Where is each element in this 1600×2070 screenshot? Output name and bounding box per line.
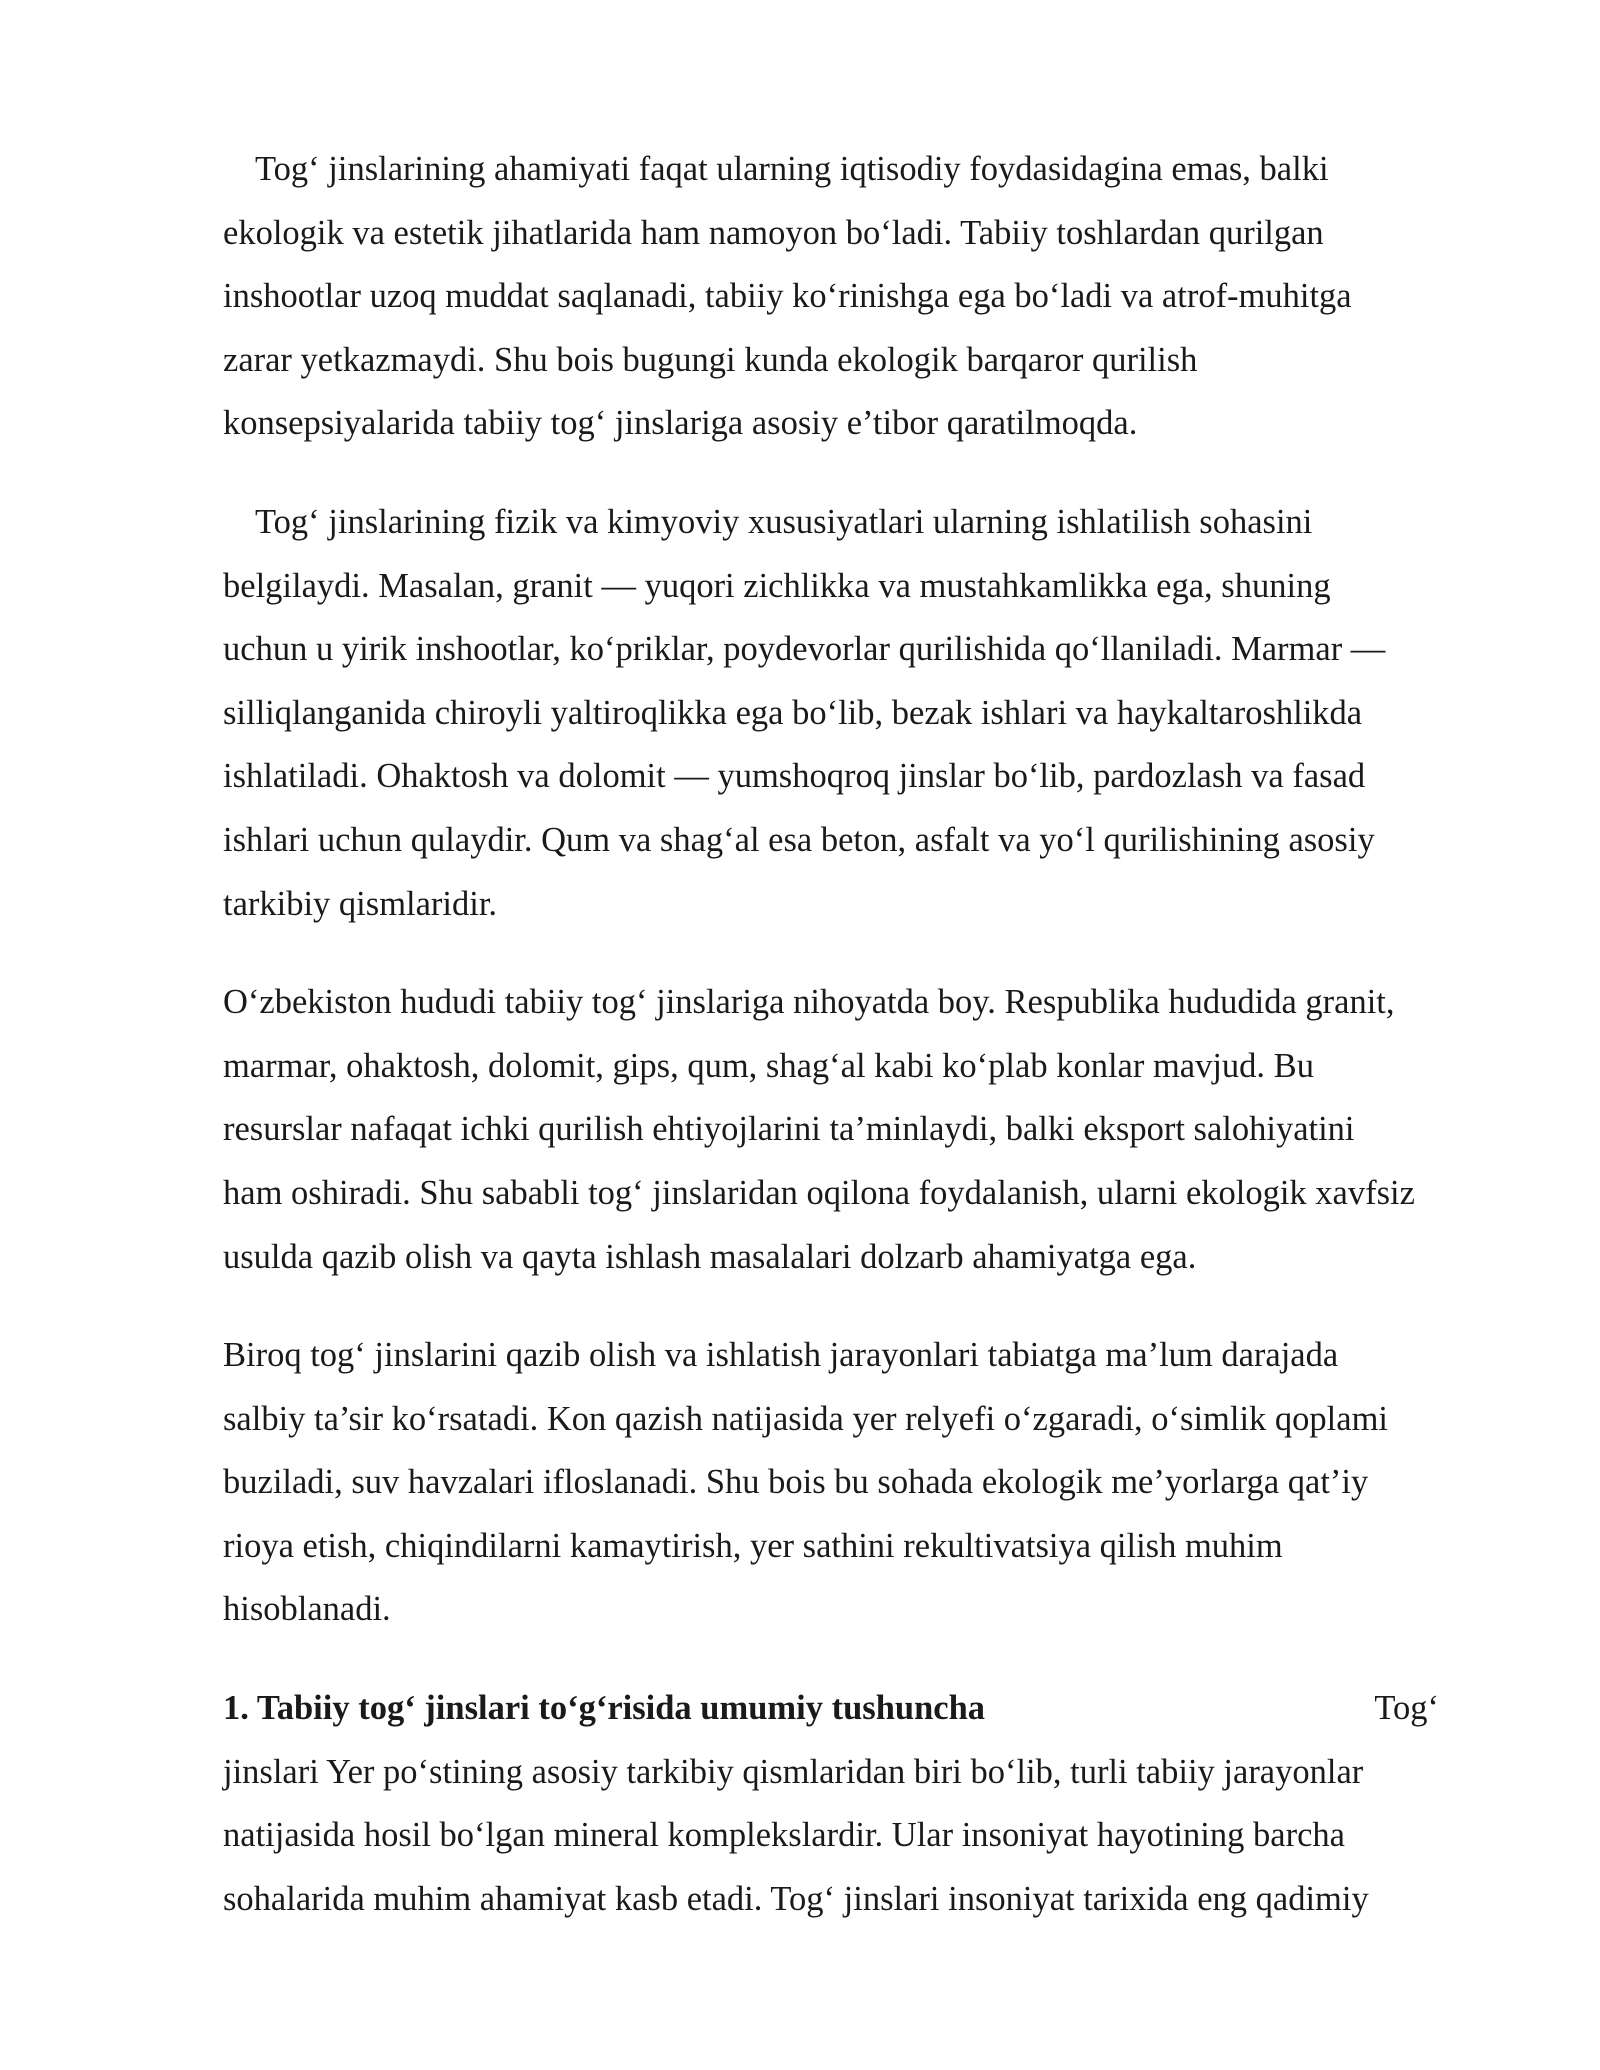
- paragraph-line: zarar yetkazmaydi. Shu bois bugungi kunda ekologik barqaror qurilish: [223, 340, 1198, 379]
- paragraph-line: buziladi, suv havzalari ifloslanadi. Shu bois bu sohada ekologik me’yorlarga qat’iy: [223, 1463, 1369, 1502]
- paragraph-3: [223, 971, 1503, 1289]
- section-first-line-tail: Tog‘: [1374, 1689, 1439, 1728]
- document-body: [223, 138, 1503, 1966]
- paragraph-line: ishlatiladi. Ohaktosh va dolomit — yumshoqroq jinslar bo‘lib, pardozlash va fasad: [223, 757, 1366, 796]
- paragraph-line: ishlari uchun qulaydir. Qum va shag‘al esa beton, asfalt va yo‘l qurilishining asosiy: [223, 820, 1375, 859]
- paragraph-2: [223, 491, 1503, 936]
- paragraph-line: Biroq tog‘ jinslarini qazib olish va ishlatish jarayonlari tabiatga ma’lum darajada: [223, 1336, 1339, 1375]
- paragraph-line: sohalarida muhim ahamiyat kasb etadi. Tog‘ jinslari insoniyat tarixida eng qadimiy: [223, 1879, 1369, 1918]
- paragraph-line: ham oshiradi. Shu sababli tog‘ jinslaridan oqilona foydalanish, ularni ekologik xavfsiz: [223, 1173, 1415, 1212]
- paragraph-line: marmar, ohaktosh, dolomit, gips, qum, shag‘al kabi ko‘plab konlar mavjud. Bu: [223, 1046, 1314, 1085]
- paragraph-line: natijasida hosil bo‘lgan mineral komplekslardir. Ular insoniyat hayotining barcha: [223, 1816, 1345, 1855]
- paragraph-line: resurslar nafaqat ichki qurilish ehtiyojlarini ta’minlaydi, balki eksport salohiyatini: [223, 1110, 1355, 1149]
- paragraph-line: rioya etish, chiqindilarni kamaytirish, yer sathini rekultivatsiya qilish muhim: [223, 1526, 1283, 1565]
- paragraph-line: uchun u yirik inshootlar, ko‘priklar, poydevorlar qurilishida qo‘llaniladi. Marmar —: [223, 630, 1386, 669]
- paragraph-line: konsepsiyalarida tabiiy tog‘ jinslariga asosiy e’tibor qaratilmoqda.: [223, 404, 1138, 443]
- paragraph-line: jinslari Yer po‘stining asosiy tarkibiy qismlaridan biri bo‘lib, turli tabiiy jarayonlar: [223, 1752, 1364, 1791]
- section-1: [223, 1677, 1503, 1931]
- paragraph-4: [223, 1324, 1503, 1642]
- section-heading-line: [223, 1677, 1439, 1741]
- paragraph-line: tarkibiy qismlaridir.: [223, 884, 498, 923]
- paragraph-line: O‘zbekiston hududi tabiiy tog‘ jinslariga nihoyatda boy. Respublika hududida granit,: [223, 983, 1395, 1022]
- paragraph-line: usulda qazib olish va qayta ishlash masalalari dolzarb ahamiyatga ega.: [223, 1237, 1197, 1276]
- paragraph-line: hisoblanadi.: [223, 1590, 391, 1629]
- paragraph-line: salbiy ta’sir ko‘rsatadi. Kon qazish natijasida yer relyefi o‘zgaradi, o‘simlik qoplami: [223, 1399, 1388, 1438]
- paragraph-line: ekologik va estetik jihatlarida ham namoyon bo‘ladi. Tabiiy toshlardan qurilgan: [223, 213, 1324, 252]
- paragraph-line: inshootlar uzoq muddat saqlanadi, tabiiy ko‘rinishga ega bo‘ladi va atrof-muhitga: [223, 277, 1352, 316]
- paragraph-line: belgilaydi. Masalan, granit — yuqori zichlikka va mustahkamlikka ega, shuning: [223, 566, 1331, 605]
- section-heading: 1. Tabiiy tog‘ jinslari to‘g‘risida umumiy tushuncha: [223, 1689, 986, 1728]
- paragraph-line: silliqlanganida chiroyli yaltiroqlikka ega bo‘lib, bezak ishlari va haykaltaroshlikda: [223, 693, 1363, 732]
- paragraph-line: Tog‘ jinslarining ahamiyati faqat ularning iqtisodiy foydasidagina emas, balki: [255, 150, 1329, 188]
- paragraph-line: Tog‘ jinslarining fizik va kimyoviy xususiyatlari ularning ishlatilish sohasini: [255, 502, 1313, 541]
- paragraph-1: [223, 138, 1503, 456]
